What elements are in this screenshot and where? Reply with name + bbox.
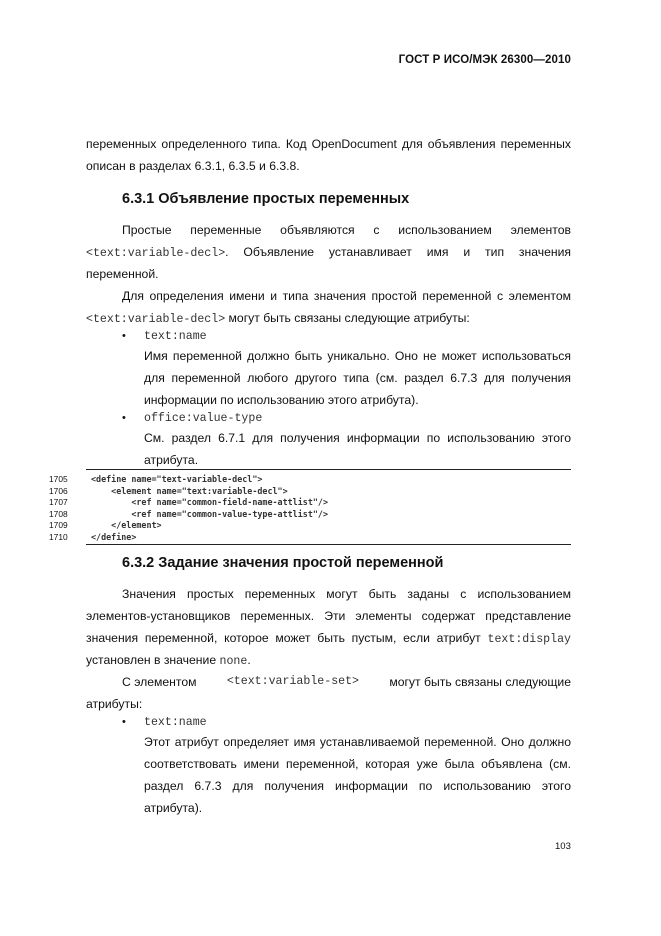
code-line: <define name="text-variable-decl"> — [91, 474, 263, 484]
s632-p1-line1: Значения простых переменных могут быть заданы с использованием — [122, 587, 571, 601]
section-heading-631: 6.3.1 Объявление простых переменных — [122, 191, 410, 207]
section-heading-632: 6.3.2 Задание значения простой переменной — [122, 555, 444, 571]
inline-code: <text:variable-decl> — [86, 313, 226, 326]
attr1-desc-line2: для переменной любого другого типа (см. раздел 6.7.3 для получения — [144, 371, 571, 385]
code-line-number: 1705 — [49, 474, 68, 484]
s632-p2-line2: атрибуты: — [86, 697, 143, 711]
text-fragment: могут быть связаны следующие — [389, 675, 571, 689]
bullet-icon: • — [122, 716, 126, 728]
attribute-name: office:value-type — [144, 412, 263, 425]
code-line-number: 1707 — [49, 497, 68, 507]
s632-p1-line2: элементов-установщиков переменных. Эти элементы содержат представление — [86, 609, 571, 623]
attr2-desc-line2: атрибута. — [144, 453, 199, 467]
document-header: ГОСТ Р ИСО/МЭК 26300—2010 — [398, 54, 571, 66]
code-line: </element> — [91, 520, 162, 530]
code-line-number: 1706 — [49, 486, 68, 496]
inline-code: <text:variable-set> — [226, 675, 360, 688]
text-fragment: могут быть связаны следующие атрибуты: — [225, 311, 470, 325]
s632-attr-desc-line4: атрибута). — [144, 801, 203, 815]
s631-p2-line1: Для определения имени и типа значения простой переменной с элементом — [122, 289, 571, 303]
code-line-number: 1709 — [49, 520, 68, 530]
inline-code: <text:variable-decl> — [86, 247, 226, 260]
bullet-icon: • — [122, 330, 126, 342]
s631-p1-line1: Простые переменные объявляются с использованием элементов — [122, 223, 571, 237]
s631-p1-line2 — [86, 241, 571, 265]
attribute-name: text:name — [144, 716, 207, 729]
intro-line-2: описан в разделах 6.3.1, 6.3.5 и 6.3.8. — [86, 159, 300, 173]
inline-code: none — [219, 655, 248, 668]
s632-p2-line1 — [122, 671, 571, 693]
attr1-desc-line3: информации по использованию этого атрибута). — [144, 393, 419, 407]
page-number: 103 — [555, 841, 571, 852]
text-fragment: . — [247, 653, 251, 667]
code-line-number: 1708 — [49, 509, 68, 519]
s632-p1-line3 — [86, 627, 571, 651]
text-fragment: установлен в значение — [86, 653, 220, 667]
inline-code: text:display — [487, 633, 571, 646]
code-line-number: 1710 — [49, 532, 68, 542]
s631-p2-line2 — [86, 307, 470, 331]
code-line: <ref name="common-field-name-attlist"/> — [91, 497, 328, 507]
bullet-icon: • — [122, 412, 126, 424]
code-line: </define> — [91, 532, 137, 542]
text-fragment: значения переменной, которое может быть пустым, если атрибут — [86, 631, 488, 645]
attr2-desc-line1: См. раздел 6.7.1 для получения информации по использованию этого — [144, 431, 571, 445]
intro-line-1: переменных определенного типа. Код OpenDocument для объявления переменных — [86, 137, 571, 151]
s632-attr-desc-line2: соответствовать имени переменной, которая уже была объявлена (см. — [144, 757, 571, 771]
text-fragment: . Объявление устанавливает имя и тип значения — [225, 245, 571, 259]
code-line: <element name="text:variable-decl"> — [91, 486, 288, 496]
text-fragment: С элементом — [122, 675, 197, 689]
attribute-name: text:name — [144, 330, 207, 343]
attr1-desc-line1: Имя переменной должно быть уникально. Оно не может использоваться — [144, 349, 571, 363]
s631-p1-line3: переменной. — [86, 267, 159, 281]
code-line: <ref name="common-value-type-attlist"/> — [91, 509, 328, 519]
s632-p1-line4 — [86, 649, 251, 673]
s632-attr-desc-line3: раздел 6.7.3 для получения информации по использованию этого — [144, 779, 571, 793]
s632-attr-desc-line1: Этот атрибут определяет имя устанавливаемой переменной. Оно должно — [144, 735, 571, 749]
